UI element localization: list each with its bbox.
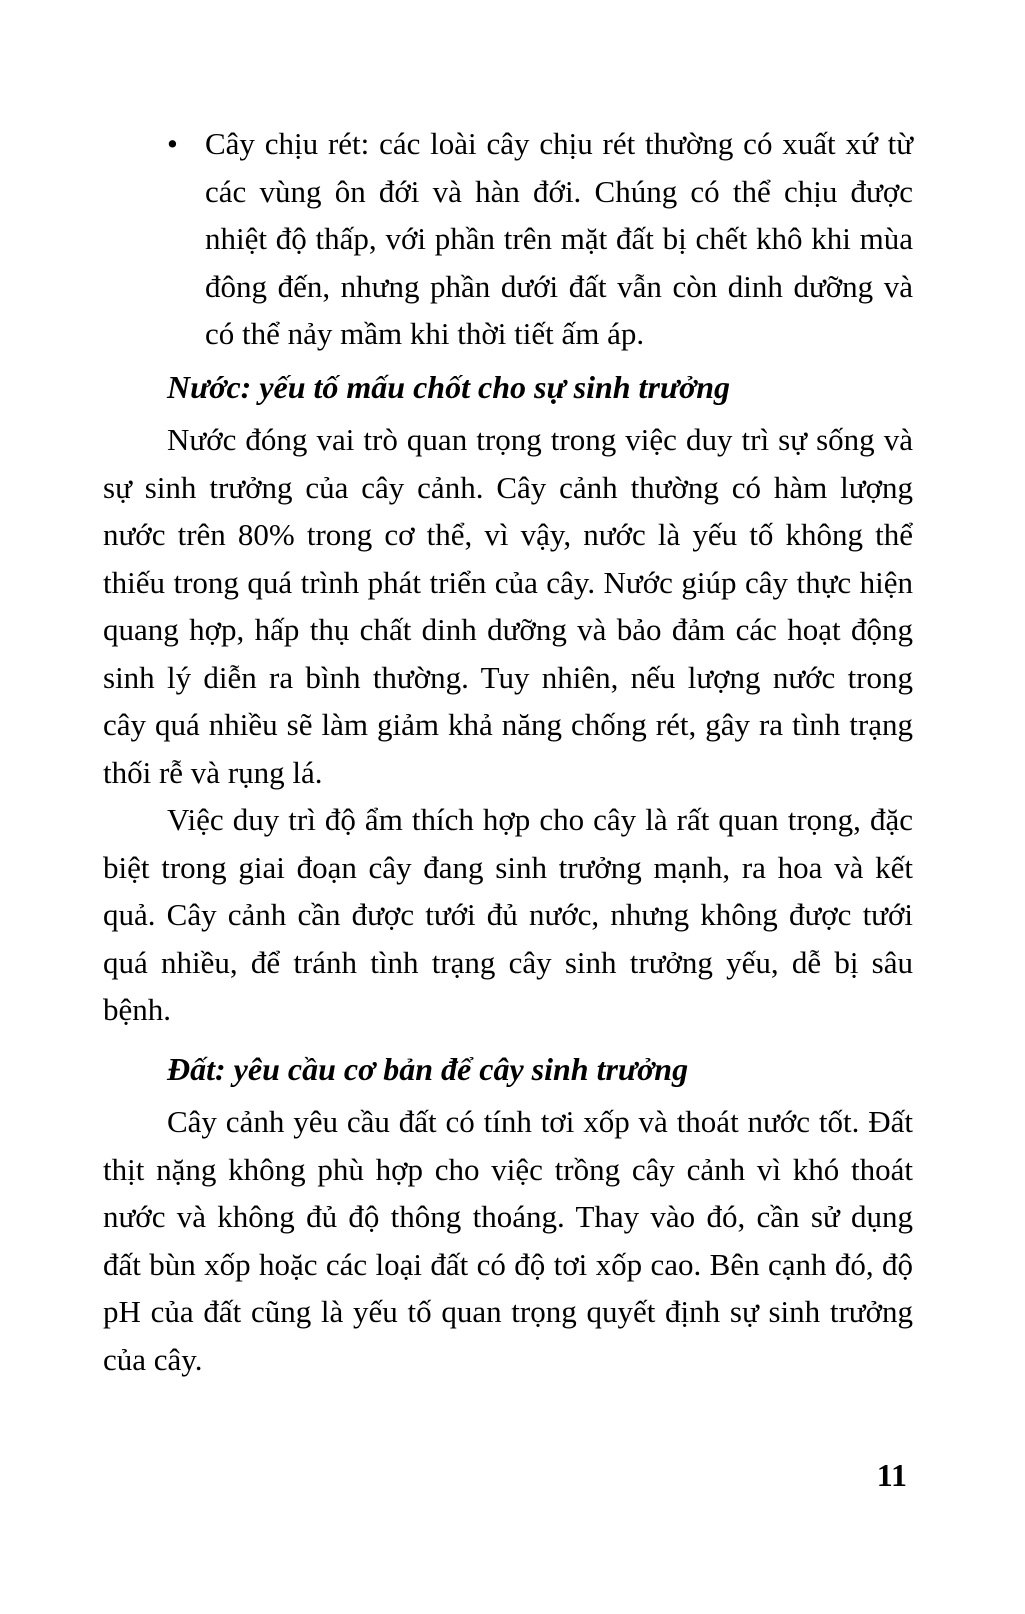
bullet-icon: • (167, 126, 178, 161)
paragraph-water-2: Việc duy trì độ ẩm thích hợp cho cây là rất quan trọng, đặc biệt trong giai đoạn cây đang sinh trưởng mạnh, ra hoa và kết quả. Cây cảnh cần được tưới đủ nước, nhưng không được tưới quá nhiều, để tránh tình trạng cây sinh trưởng yếu, dễ bị sâu bệnh. (103, 802, 913, 1027)
section-heading-water: Nước: yếu tố mấu chốt cho sự sinh trưởng (167, 368, 731, 405)
paragraph-water-1: Nước đóng vai trò quan trọng trong việc duy trì sự sống và sự sinh trưởng của cây cảnh. Cây cảnh thường có hàm lượng nước trên 80% trong cơ thể, vì vậy, nước là yếu tố không thể thiếu trong quá trình phát triển của cây. Nước giúp cây thực hiện quang hợp, hấp thụ chất dinh dưỡng và bảo đảm các hoạt động sinh lý diễn ra bình thường. Tuy nhiên, nếu lượng nước trong cây quá nhiều sẽ làm giảm khả năng chống rét, gây ra tình trạng thối rễ và rụng lá. (103, 422, 913, 790)
list-item-text: Cây chịu rét: các loài cây chịu rét thường có xuất xứ từ các vùng ôn đới và hàn đới. Chúng có thể chịu được nhiệt độ thấp, với phần trên mặt đất bị chết khô khi mùa đông đến, nhưng phần dưới đất vẫn còn dinh dưỡng và có thể nảy mầm khi thời tiết ấm áp. (205, 126, 913, 351)
list-item (103, 120, 913, 358)
paragraph-soil-1: Cây cảnh yêu cầu đất có tính tơi xốp và thoát nước tốt. Đất thịt nặng không phù hợp cho việc trồng cây cảnh vì khó thoát nước và không đủ độ thông thoáng. Thay vào đó, cần sử dụng đất bùn xốp hoặc các loại đất có độ tơi xốp cao. Bên cạnh đó, độ pH của đất cũng là yếu tố quan trọng quyết định sự sinh trưởng của cây. (103, 1104, 913, 1377)
page-number: 11 (876, 1457, 907, 1493)
page-content (103, 120, 913, 1493)
section-heading-soil: Đất: yêu cầu cơ bản để cây sinh trưởng (167, 1050, 689, 1087)
